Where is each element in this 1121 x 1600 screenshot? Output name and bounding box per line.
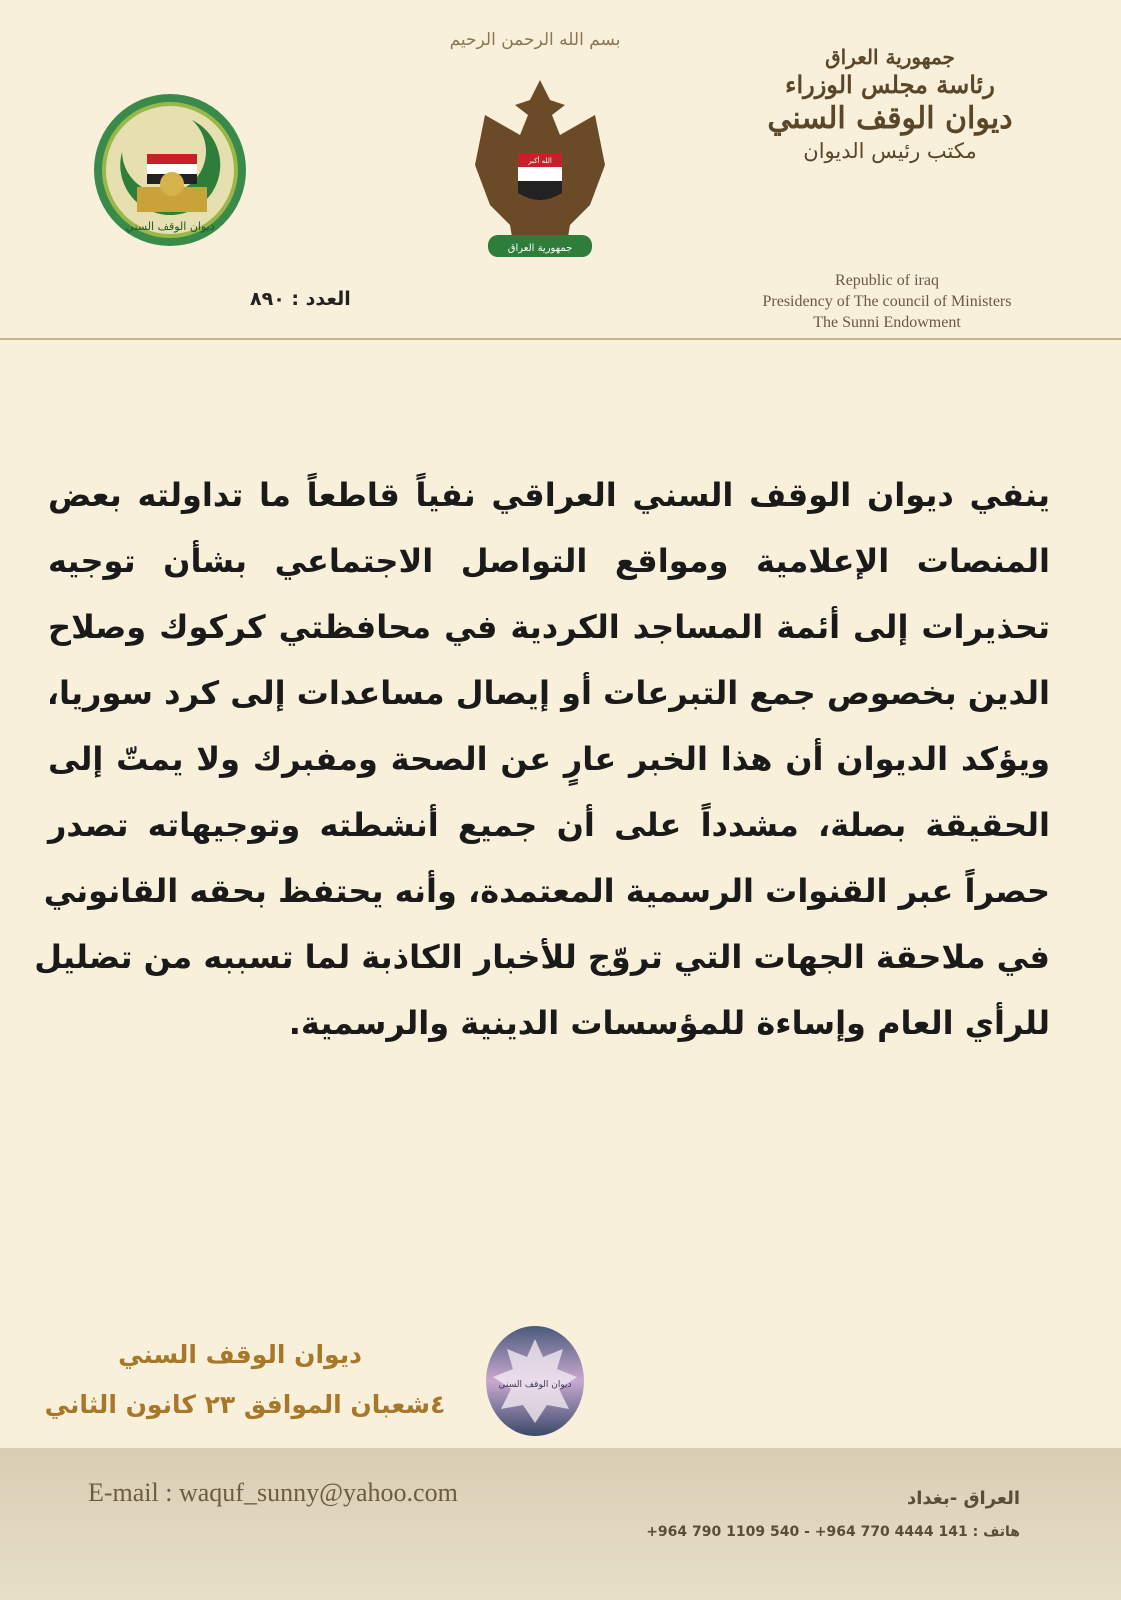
- signature-issuer: ديوان الوقف السني: [118, 1340, 362, 1369]
- reference-label: العدد :: [291, 288, 351, 310]
- footer-email[interactable]: E-mail : waquf_sunny@yahoo.com: [88, 1478, 458, 1507]
- hologram-stamp: [485, 1325, 585, 1437]
- signature-date: ٤شعبان الموافق ٢٣ كانون الثاني: [44, 1390, 446, 1419]
- body-line: ينفي ديوان الوقف السني العراقي نفياً قاطعاً ما تداولته بعض: [48, 476, 1050, 514]
- english-line: Presidency of The council of Ministers: [762, 293, 1012, 310]
- footer-phone: [600, 1524, 1020, 1540]
- body-line: الدين بخصوص جمع التبرعات أو إيصال مساعدات إلى كرد سوريا،: [46, 674, 1050, 712]
- basmala: بسم الله الرحمن الرحيم: [449, 30, 621, 50]
- reference-value: ٨٩٠: [250, 288, 285, 310]
- eagle-emblem: [470, 75, 610, 270]
- body-line: ويؤكد الديوان أن هذا الخبر عارٍ عن الصحة ومفبرك ولا يمتّ إلى: [48, 740, 1050, 778]
- calligraphy-endowment: ديوان الوقف السني: [767, 101, 1013, 136]
- footer-city: العراق -بغداد: [906, 1488, 1020, 1509]
- body-line: حصراً عبر القنوات الرسمية المعتمدة، وأنه يحتفظ بحقه القانوني: [43, 872, 1050, 910]
- english-letterhead: [722, 270, 1052, 333]
- header-divider: [0, 338, 1121, 340]
- english-line: The Sunni Endowment: [813, 314, 961, 331]
- calligraphy-office: مكتب رئيس الديوان: [803, 138, 977, 163]
- body-line: للرأي العام وإساءة للمؤسسات الدينية والرسمية.: [288, 1004, 1050, 1042]
- statement-body: [34, 462, 1050, 1056]
- sunni-endowment-seal: [92, 92, 248, 248]
- emblem-banner: جمهورية العراق: [507, 243, 573, 254]
- body-line: الحقيقة بصلة، مشدداً على أن جميع أنشطته وتوجيهاته تصدر: [48, 806, 1050, 844]
- phone-numbers[interactable]: +964 790 1109 540 - +964 770 4444 141: [646, 1524, 968, 1540]
- seal-text: ديوان الوقف السني: [125, 220, 215, 233]
- body-line: في ملاحقة الجهات التي تروّج للأخبار الكاذبة لما تسببه من تضليل: [34, 938, 1050, 976]
- body-line: تحذيرات إلى أئمة المساجد الكردية في محافظتي كركوك وصلاح: [48, 608, 1050, 646]
- emblem-motto: الله أكبر: [528, 157, 552, 165]
- reference-number: [250, 288, 351, 310]
- english-line: Republic of iraq: [835, 272, 939, 289]
- calligraphy-presidency: رئاسة مجلس الوزراء: [785, 70, 995, 99]
- stamp-text: ديوان الوقف السني: [498, 1380, 572, 1390]
- calligraphy-republic: جمهورية العراق: [825, 45, 955, 69]
- phone-label: هاتف :: [972, 1524, 1020, 1540]
- body-line: المنصات الإعلامية ومواقع التواصل الاجتماعي بشأن توجيه: [48, 542, 1050, 580]
- letterhead-calligraphy: [750, 45, 1030, 164]
